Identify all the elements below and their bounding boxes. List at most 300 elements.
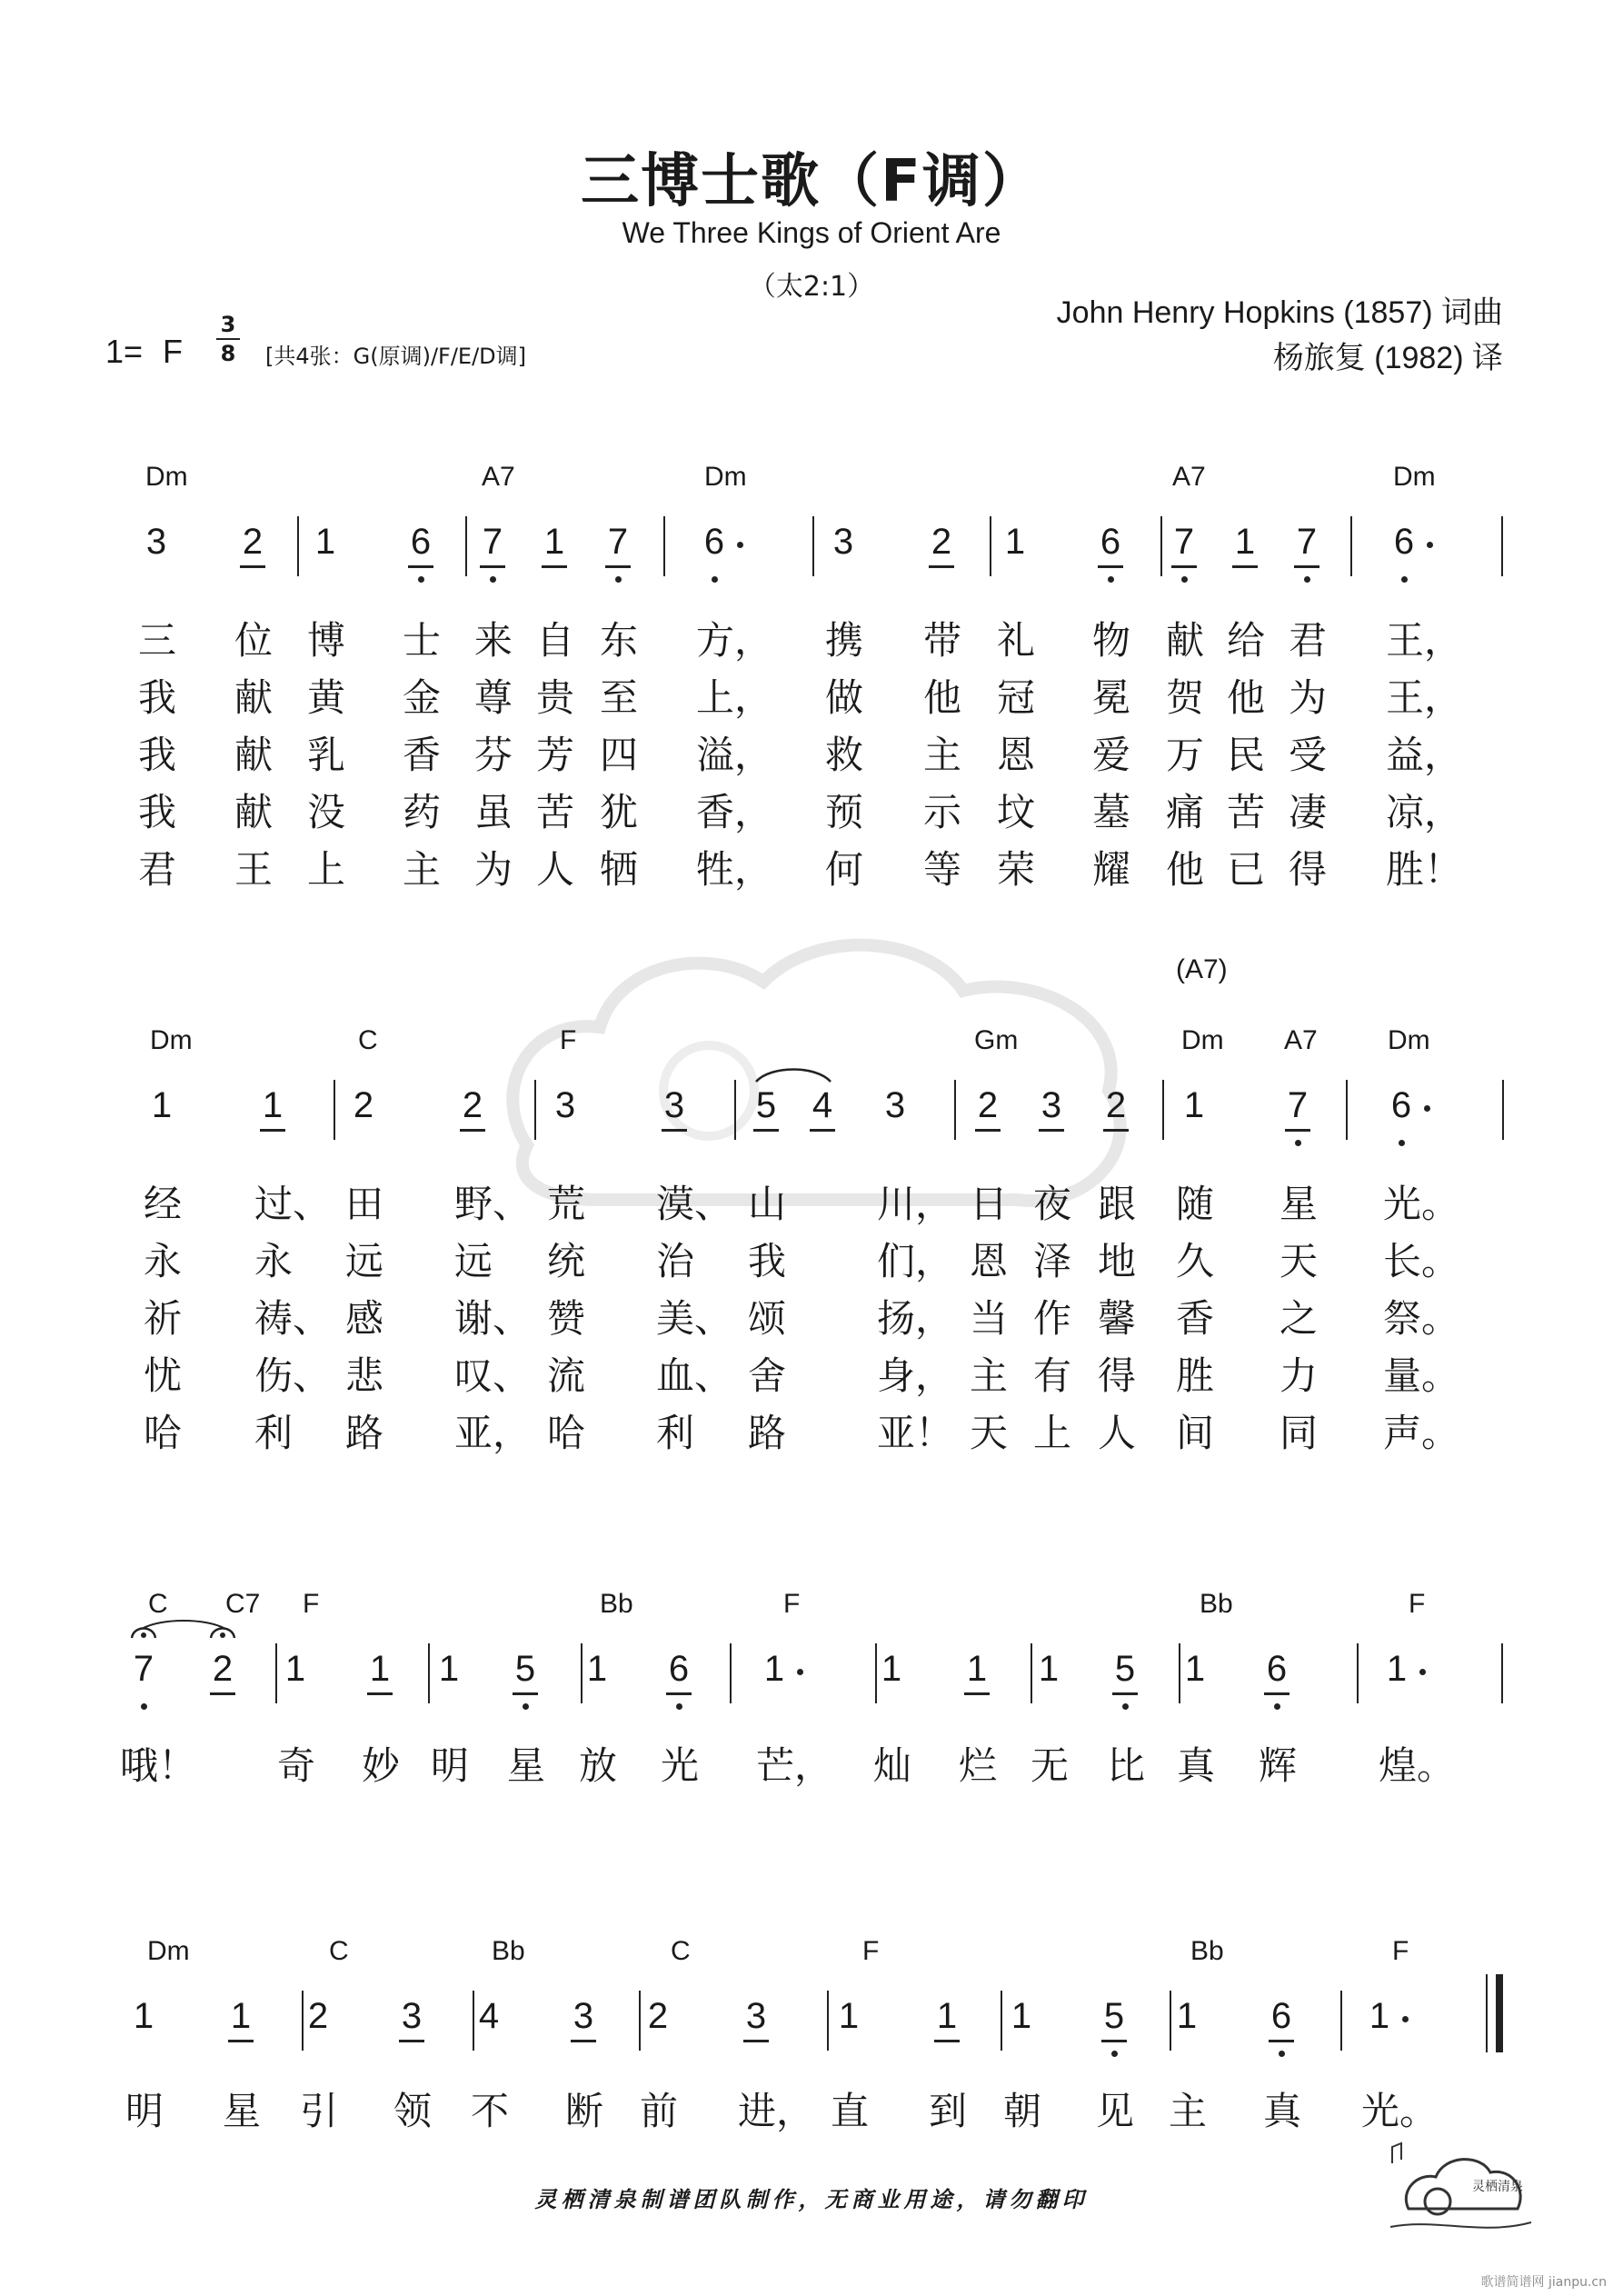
lyric-syllable: 没 [307,790,346,834]
lyric-syllable: 过、 [254,1182,332,1226]
lyric-syllable: 墓 [1092,790,1131,834]
underline-mark [743,2040,769,2042]
underline-mark [228,2040,254,2042]
lyric-syllable: 力 [1279,1353,1319,1398]
lyric-syllable: 苦 [536,790,575,834]
jianpu-note [474,522,511,563]
bar-line [1001,1991,1002,2051]
lyric-syllable: 跟 [1098,1182,1137,1226]
chord-symbol: Bb [492,1936,525,1966]
jianpu-note [1092,522,1129,563]
bar-line [465,516,467,576]
lyric-syllable: 金 [403,675,442,720]
chord-symbol: F [1392,1936,1409,1966]
jianpu-note [234,522,271,563]
underline-mark [240,565,265,568]
note-digit: 6 [1270,1996,1292,2036]
lyric-syllable: 舍 [748,1353,787,1398]
underline-mark [1269,2040,1294,2042]
lyric-syllable: 尊 [474,675,513,720]
song-title: 三博士歌（F调） [581,148,1042,215]
bar-line [1160,516,1162,576]
bar-line [663,516,665,576]
bar-line [1340,1991,1342,2051]
note-digit: 6 [1393,522,1415,562]
note-digit: 1 [1234,522,1256,562]
lyric-syllable: 牲， [696,847,773,892]
lyric-syllable: 夜 [1033,1182,1072,1226]
jianpu-note [204,1649,241,1690]
lyric-syllable: 永 [144,1239,183,1283]
note-digit: 2 [242,522,264,562]
note-digit: 1 [1369,1996,1390,2036]
note-digit: 1 [1038,1649,1060,1689]
chord-symbol: F [303,1589,320,1619]
augmentation-dot [1427,542,1433,548]
note-digit: 1 [314,522,336,562]
lyric-syllable: 贵 [536,675,575,720]
lyric-syllable: 王， [1386,675,1463,720]
lyric-syllable: 明 [125,2089,164,2133]
lyric-syllable: 芳 [536,733,575,777]
lyric-syllable: 哈 [547,1411,586,1455]
lyric-syllable: 献 [1166,618,1205,663]
logo-text: 灵栖清泉 [1472,2180,1523,2194]
jianpu-note [1289,522,1325,563]
lyric-syllable: 方， [696,618,773,663]
jianpu-note [756,1649,792,1690]
jianpu-note [877,1085,913,1126]
jianpu-note [1166,522,1202,563]
lyric-syllable: 凄 [1289,790,1328,834]
bar-line [334,1080,335,1140]
lyric-syllable: 星 [507,1743,546,1788]
chord-symbol: Dm [1393,462,1436,492]
final-bar-thick [1496,1974,1503,2052]
lyric-syllable: 感 [345,1296,384,1341]
low-octave-dot [1108,576,1114,583]
chord-symbol: Dm [145,462,188,492]
lyric-syllable: 灿 [873,1743,912,1788]
lyric-syllable: 牺 [600,847,639,892]
lyric-syllable: 不 [471,2089,510,2133]
note-digit: 5 [1114,1649,1136,1689]
chord-symbol: Gm [974,1025,1019,1055]
jianpu-note [536,522,573,563]
lyric-syllable: 民 [1227,733,1266,777]
note-digit: 7 [1173,522,1195,562]
lyric-syllable: 黄 [307,675,346,720]
lyric-syllable: 他 [1227,675,1266,720]
augmentation-dot [1424,1105,1430,1112]
jianpu-note [738,1996,774,2037]
lyric-syllable: 士 [403,618,442,663]
key-versions-note: [共4张：G(原调)/F/E/D调] [265,344,527,369]
chord-symbol: Bb [1190,1936,1224,1966]
note-digit: 4 [812,1085,833,1125]
lyric-syllable: 煌。 [1379,1743,1456,1788]
chord-symbol: C [358,1025,378,1055]
lyric-syllable: 示 [923,790,962,834]
lyric-syllable: 比 [1107,1743,1146,1788]
lyric-syllable: 带 [923,618,962,663]
lyric-syllable: 冠 [997,675,1036,720]
lyric-syllable: 当 [970,1296,1009,1341]
low-octave-dot [1111,2051,1118,2057]
tie-mark [138,1616,229,1631]
lyric-syllable: 献 [234,733,274,777]
lyric-syllable: 君 [138,847,177,892]
lyric-syllable: 亚， [454,1411,532,1455]
lyric-syllable: 恩 [970,1239,1009,1283]
lyric-syllable: 献 [234,790,274,834]
low-octave-dot [676,1703,682,1710]
bar-line [1350,516,1352,576]
lyric-syllable: 胜！ [1386,847,1463,892]
bar-line [473,1991,474,2051]
lyric-syllable: 得 [1098,1353,1137,1398]
bar-line [1501,516,1503,576]
jianpu-note [277,1649,314,1690]
jianpu-note [431,1649,467,1690]
jianpu-note [1177,1649,1213,1690]
lyric-syllable: 我 [748,1239,787,1283]
note-digit: 1 [1176,1996,1198,2036]
note-digit: 2 [462,1085,483,1125]
lyric-syllable: 香 [1176,1296,1215,1341]
note-digit: 3 [745,1996,767,2036]
jianpu-note [307,522,344,563]
bar-line [812,516,814,576]
jianpu-note [125,1649,162,1690]
lyric-syllable: 芒， [756,1743,833,1788]
lyric-syllable: 祷、 [254,1296,332,1341]
scripture-reference: （太2:1） [748,271,875,303]
lyric-syllable: 坟 [997,790,1036,834]
lyric-syllable: 上， [696,675,773,720]
note-digit: 6 [410,522,432,562]
note-digit: 2 [931,522,952,562]
jianpu-note [929,1996,965,2037]
bar-line [730,1643,732,1703]
chord-symbol: C [148,1589,168,1619]
lyric-syllable: 见 [1096,2089,1135,2133]
underline-mark [934,2040,960,2042]
low-octave-dot [1181,576,1188,583]
note-digit: 1 [543,522,565,562]
lyric-syllable: 作 [1033,1296,1072,1341]
note-digit: 6 [1390,1085,1412,1125]
lyric-syllable: 野、 [454,1182,532,1226]
lyric-syllable: 利 [656,1411,695,1455]
bar-line [954,1080,956,1140]
note-digit: 7 [482,522,503,562]
lyric-syllable: 为 [1289,675,1328,720]
lyric-syllable: 永 [254,1239,294,1283]
lyric-syllable: 三 [138,618,177,663]
lyric-syllable: 光。 [1383,1182,1460,1226]
lyric-syllable: 我 [138,733,177,777]
jianpu-note [696,522,732,563]
bar-line [1357,1643,1359,1703]
lyric-syllable: 之 [1279,1296,1319,1341]
jianpu-note [393,1996,430,2037]
augmentation-dot [737,542,743,548]
key-value: F [163,333,184,370]
underline-mark [367,1692,393,1695]
jianpu-note [579,1649,615,1690]
site-watermark: 歌谱简谱网 jianpu.cn [1480,2275,1607,2290]
low-octave-dot [418,576,424,583]
lyric-syllable: 美、 [656,1296,733,1341]
note-digit: 1 [763,1649,785,1689]
underline-mark [753,1129,779,1132]
lyric-syllable: 预 [825,790,864,834]
lyric-syllable: 田 [345,1182,384,1226]
lyric-syllable: 君 [1289,618,1328,663]
note-digit: 7 [607,522,629,562]
lyric-syllable: 量。 [1383,1353,1460,1398]
lyric-syllable: 远 [454,1239,493,1283]
chord-symbol: F [862,1936,880,1966]
lyric-syllable: 得 [1289,847,1328,892]
note-digit: 7 [1287,1085,1309,1125]
lyric-syllable: 叹、 [454,1353,532,1398]
low-octave-dot [1399,1140,1405,1146]
lyric-syllable: 何 [825,847,864,892]
lyric-syllable: 身， [877,1353,954,1398]
lyric-syllable: 礼 [997,618,1036,663]
jianpu-note [831,1996,867,2037]
note-digit: 1 [1004,522,1026,562]
lyric-syllable: 声。 [1383,1411,1460,1455]
lyric-syllable: 泽 [1033,1239,1072,1283]
lyric-syllable: 香， [696,790,773,834]
lyric-syllable: 物 [1092,618,1131,663]
jianpu-note [1361,1996,1398,2037]
lyric-syllable: 放 [579,1743,618,1788]
chord-symbol: A7 [482,462,515,492]
lyric-syllable: 星 [223,2089,262,2133]
note-digit: 1 [151,1085,173,1125]
note-digit: 1 [1011,1996,1032,2036]
note-digit: 3 [401,1996,423,2036]
lyric-syllable: 随 [1176,1182,1215,1226]
note-digit: 6 [703,522,725,562]
low-octave-dot [1274,1703,1280,1710]
jianpu-note [1169,1996,1205,2037]
note-digit: 3 [1041,1085,1062,1125]
lyric-syllable: 芬 [474,733,513,777]
lyric-syllable: 位 [234,618,274,663]
jianpu-note [873,1649,910,1690]
underline-mark [964,1692,990,1695]
lyric-syllable: 人 [1098,1411,1137,1455]
lyric-syllable: 哦！ [120,1743,197,1788]
jianpu-note [1383,1085,1419,1126]
jianpu-note [138,522,174,563]
lyric-syllable: 香 [403,733,442,777]
note-digit: 2 [307,1996,329,2036]
chord-symbol: Dm [1181,1025,1224,1055]
note-digit: 2 [353,1085,374,1125]
lyric-syllable: 忧 [144,1353,183,1398]
underline-mark [513,1692,538,1695]
lyric-syllable: 颂 [748,1296,787,1341]
jianpu-note [1003,1996,1040,2037]
footer-notice: 灵栖清泉制谱团队制作，无商业用途，请勿翻印 [534,2187,1089,2212]
jianpu-note [547,1085,583,1126]
note-digit: 1 [838,1996,860,2036]
lyric-syllable: 救 [825,733,864,777]
underline-mark [399,2040,424,2042]
lyric-syllable: 万 [1166,733,1205,777]
lyric-syllable: 做 [825,675,864,720]
jianpu-note [1096,1996,1132,2037]
chord-symbol: Dm [147,1936,190,1966]
chord-symbol: F [560,1025,577,1055]
lyric-syllable: 亚！ [877,1411,954,1455]
chord-symbol: Bb [1200,1589,1233,1619]
lyric-syllable: 乳 [307,733,346,777]
lyric-syllable: 路 [748,1411,787,1455]
lyric-syllable: 领 [393,2089,433,2133]
chord-symbol: Dm [704,462,747,492]
lyric-syllable: 到 [929,2089,968,2133]
lyric-syllable: 祭。 [1383,1296,1460,1341]
bar-line [302,1991,304,2051]
underline-mark [666,1692,692,1695]
jianpu-note [1279,1085,1316,1126]
lyric-syllable: 耀 [1092,847,1131,892]
jianpu-note [600,522,636,563]
underline-mark [542,565,567,568]
underline-mark [210,1692,235,1695]
note-digit: 3 [832,522,854,562]
bar-line [1502,1080,1504,1140]
underline-mark [1232,565,1258,568]
lyric-syllable: 奇 [277,1743,316,1788]
underline-mark [1098,565,1123,568]
lyric-syllable: 益， [1386,733,1463,777]
key-label: 1= [105,333,144,370]
lyric-syllable: 间 [1176,1411,1215,1455]
underline-mark [1264,1692,1289,1695]
bar-line [581,1643,582,1703]
lyric-syllable: 我 [138,675,177,720]
low-octave-dot [712,576,718,583]
note-digit: 2 [977,1085,999,1125]
lyric-syllable: 凉， [1386,790,1463,834]
jianpu-note [144,1085,180,1126]
note-digit: 5 [1103,1996,1125,2036]
underline-mark [480,565,505,568]
note-digit: 2 [647,1996,669,2036]
lyric-syllable: 明 [431,1743,470,1788]
low-octave-dot [141,1703,147,1710]
lyric-syllable: 来 [474,618,513,663]
lyric-syllable: 真 [1177,1743,1216,1788]
lyric-syllable: 前 [640,2089,679,2133]
lyric-syllable: 统 [547,1239,586,1283]
lyric-syllable: 冕 [1092,675,1131,720]
note-digit: 7 [1296,522,1318,562]
note-digit: 1 [966,1649,988,1689]
lyric-syllable: 胜 [1176,1353,1215,1398]
underline-mark [1103,1129,1129,1132]
jianpu-note [1033,1085,1070,1126]
underline-mark [260,1129,285,1132]
note-digit: 1 [133,1996,154,2036]
jianpu-note [825,522,861,563]
lyric-syllable: 辉 [1259,1743,1298,1788]
underline-mark [1112,1692,1138,1695]
key-signature [105,333,183,371]
jianpu-note [1098,1085,1134,1126]
lyric-syllable: 流 [547,1353,586,1398]
lyric-syllable: 谢、 [454,1296,532,1341]
chord-symbol: Bb [600,1589,633,1619]
note-digit: 1 [1184,1649,1206,1689]
note-digit: 7 [133,1649,154,1689]
chord-symbol: C7 [225,1589,261,1619]
note-digit: 6 [1266,1649,1288,1689]
jianpu-note [997,522,1033,563]
underline-mark [1101,2040,1127,2042]
jianpu-note [959,1649,995,1690]
note-digit: 3 [145,522,167,562]
slur-mark [752,1065,834,1083]
lyric-syllable: 痛 [1166,790,1205,834]
note-digit: 1 [881,1649,902,1689]
lyric-syllable: 王 [234,847,274,892]
jianpu-note [656,1085,692,1126]
lyric-syllable: 我 [138,790,177,834]
lyric-syllable: 烂 [959,1743,998,1788]
english-subtitle: We Three Kings of Orient Are [622,216,1001,249]
lyric-syllable: 主 [1169,2089,1208,2133]
underline-mark [929,565,954,568]
lyric-syllable: 主 [970,1353,1009,1398]
lyric-syllable: 苦 [1227,790,1266,834]
low-octave-dot [490,576,496,583]
lyric-syllable: 等 [923,847,962,892]
jianpu-note [300,1996,336,2037]
lyric-syllable: 赞 [547,1296,586,1341]
lyric-syllable: 治 [656,1239,695,1283]
note-digit: 1 [262,1085,284,1125]
augmentation-dot [1402,2016,1409,2022]
lyric-syllable: 山 [748,1182,787,1226]
underline-mark [1171,565,1197,568]
bar-line [734,1080,736,1140]
lyric-syllable: 星 [1279,1182,1319,1226]
bar-line [1179,1643,1180,1703]
time-top: 3 [220,312,236,337]
chord-symbol: C [329,1936,349,1966]
lyric-syllable: 药 [403,790,442,834]
lyric-syllable: 哈 [144,1411,183,1455]
low-octave-dot [615,576,622,583]
lyric-syllable: 至 [600,675,639,720]
note-digit: 1 [1386,1649,1408,1689]
lyric-syllable: 扬， [877,1296,954,1341]
augmentation-dot [797,1669,803,1675]
lyric-syllable: 上 [307,847,346,892]
jianpu-note [1386,522,1422,563]
jianpu-note [507,1649,543,1690]
chord-symbol: Dm [1388,1025,1430,1055]
